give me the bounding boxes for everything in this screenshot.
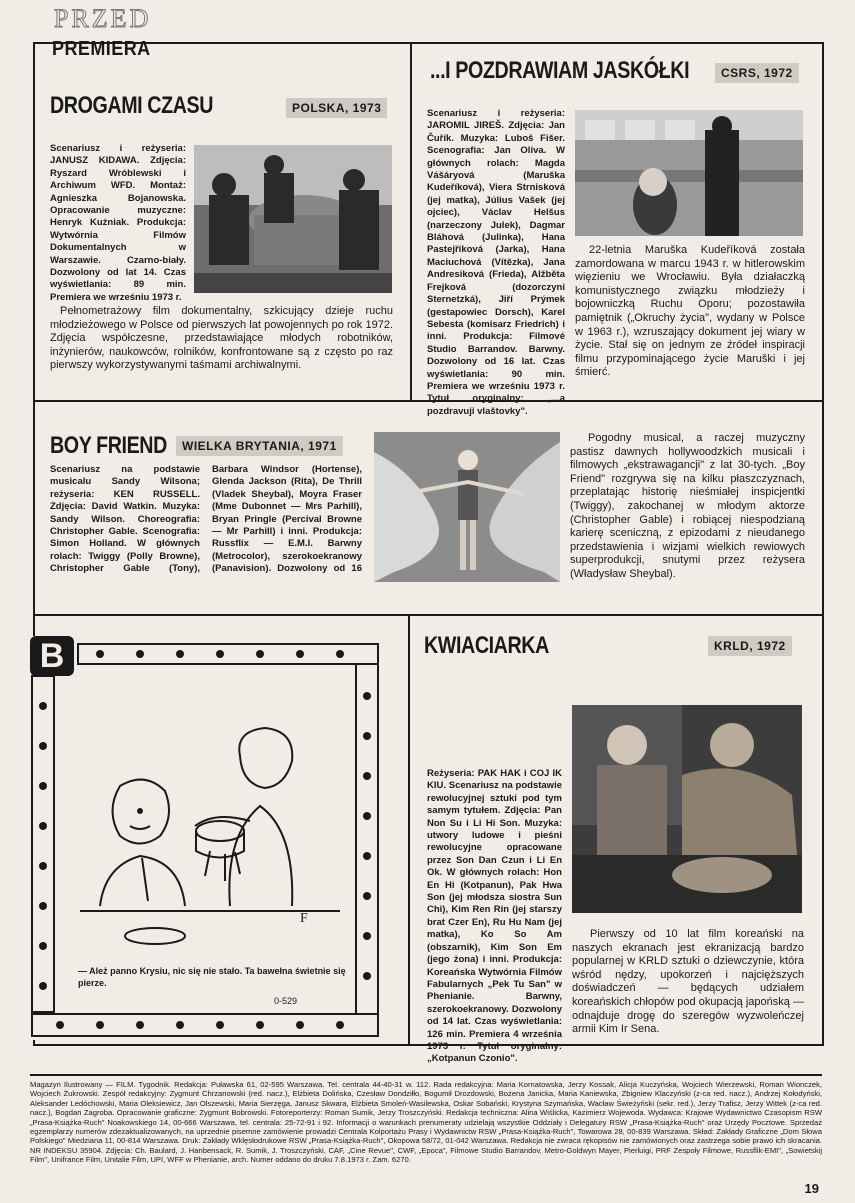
jaskolki-photo xyxy=(575,110,803,236)
header-premiera: PREMIERA xyxy=(52,38,151,60)
cartoon-letter: B xyxy=(30,636,74,676)
colophon-rule xyxy=(30,1074,822,1076)
divider-top-vertical xyxy=(410,42,412,401)
divider-middle-horizontal xyxy=(33,614,822,616)
drogami-photo xyxy=(194,145,392,293)
jaskolki-body: 22-letnia Maruška Kudeříková została zamordowana w marcu 1943 r. w hitlerowskim więzieniu we Wrocławiu. Była działaczką komunistycznego związku młodzieży i bojowniczką Ruchu Oporu; pozostawiła pamiętnik („Okruchy życia", wydany w Polsce w 1963 r.), wzruszający dokument jej wiary w życie. Stał się on jednym ze źródeł inspiracji filmu przypominającego życie Maruški i jej śmierć. xyxy=(575,244,805,379)
boyfriend-body: Pogodny musical, a raczej muzyczny pastisz dawnych hollywoodzkich musicali i filmowych „ekstrawagancji" z lat 30-tych. „Boy Friend" rozgrywa się na kilku płaszczyznach, przeplatając historię nieśmiałej inspicjentki (Twiggy), zakochanej w młodym aktorze (Christopher Gable) i robiącej niespodzianą karierę sceniczną, z epizodami z nieudanego przedstawienia i wizjami wielkich rewiowych superprodukcji, snutymi przez reżysera (Władysław Sheybal). xyxy=(570,432,805,580)
divider-bottom-vertical xyxy=(408,614,410,1044)
drogami-credits: Scenariusz i reżyseria: JANUSZ KIDAWA. Zdjęcia: Ryszard Wróblewski i Archiwum WFD. Montaż: Agnieszka Bojanowska. Opracowanie muzyczne: Henryk Kuźniak. Produkcja: Wytwórnia Filmów Dokumentalnych w Warszawie. Czarno-biały. Dozwolony od lat 14. Czas wyświetlania: 89 min. Premiera we wrześniu 1973 r. xyxy=(50,143,186,303)
drogami-body: Pełnometrażowy film dokumentalny, szkicujący dzieje ruchu młodzieżowego w Polsce od pierwszych lat powojennych po rok 1972. Zdjęcia współczesne, przedstawiające młodych robotników, inżynierów, naukowców, rolników, konfrontowane są z często po raz pierwszy wykorzystywanymi taśmami archiwalnymi. xyxy=(50,305,393,372)
boyfriend-credits: Scenariusz na podstawie musicalu Sandy Wilsona; reżyseria: KEN RUSSELL. Zdjęcia: David Watkin. Muzyka: Sandy Wilson. Choreografia: Christopher Gable. Scenografia: Simon Holland. W głównych rolach: Twiggy (Polly Browne), Christopher Gable (Tony), Barbara Windsor (Hortense), Glenda Jackson (Rita), De Thrill (Vladek Sheybal), Moyra Fraser (Mme Dubonnet — Mrs Parhill), Bryan Pringle (Percival Browne — Mr Parhill) i inni. Produkcja: Russflix — E.M.I. Barwny (Metrocolor), szerokoekranowy (Panavision). Dozwolony od 16 xyxy=(50,464,362,575)
jaskolki-country-tag: CSRS, 1972 xyxy=(715,63,799,83)
boyfriend-country-tag: WIELKA BRYTANIA, 1971 xyxy=(176,436,343,456)
boyfriend-title: BOY FRIEND xyxy=(50,432,167,459)
drogami-country-tag: POLSKA, 1973 xyxy=(286,98,387,118)
jaskolki-title: ...I POZDRAWIAM JASKÓŁKI xyxy=(430,57,690,84)
boyfriend-photo xyxy=(374,432,560,582)
cartoon-code: 0-529 xyxy=(274,996,298,1006)
cartoon-caption: — Ależ panno Krysiu, nic się nie stało. Ta bawełna świetnie się pierze. xyxy=(78,966,346,988)
drogami-title: DROGAMI CZASU xyxy=(50,92,214,119)
jaskolki-credits: Scenariusz i reżyseria: JAROMIL JIREŠ. Zdjęcia: Jan Čuřík. Muzyka: Luboš Fišer. Scenografia: Jan Oliva. W głównych rolach: Magda Vášáryová (Maruška Kudeříková), Viera Strnisková (jej matka), Július Vašek (jej ojciec), Václav Helšus (narzeczony Julek), Dagmar Bláhová (Julinka), Hana Pastejříková (Jarka), Hana Maciuchová (Vítězka), Jana Andresiková (Frieda), Alžběta Frejková (dozorczyni Sternetzká), Jiří Prýmek (gestapowiec Dorsch), Karel Sebesta (komisarz Friedrich) i inni. Produkcja: Filmové Studio Barrandov. Barwny. Dozwolony od 16 lat. Czas wyświetlania: 90 min. Premiera we wrześniu 1973 r. Tytuł oryginalny: „...a pozdravuji vlaštovky". xyxy=(427,108,565,417)
kwiaciarka-photo xyxy=(572,705,802,913)
kwiaciarka-country-tag: KRLD, 1972 xyxy=(708,636,792,656)
header-przed: PRZED xyxy=(54,4,152,33)
page-number: 19 xyxy=(804,1181,819,1196)
svg-text:F: F xyxy=(300,911,308,926)
cartoon-panel xyxy=(30,636,382,1040)
kwiaciarka-title: KWIACIARKA xyxy=(424,632,549,659)
kwiaciarka-credits: Reżyseria: PAK HAK i COJ IK KIU. Scenariusz na podstawie rewolucyjnej sztuki pod tym samym tytułem. Zdjęcia: Pan Non Su i Li Hi Son. Muzyka: utwory ludowe i pieśni rewolucyjne opracowane przez Son Dan Czun i Li En Ok. W głównych rolach: Hon En Hi (Kotpanun), Pak Hwa Son (jej młodsza siostra Sun Chi), Kim Ren Rin (jej starszy brat Czer En), Ru Hu Nam (jej matka), Ko So Am (obszarnik), Kim Son Em (jego żona) i inni. Produkcja: Koreańska Wytwórnia Filmów Fabularnych „Pek Tu San" w Phenianie. Barwny, szerokoekranowy. Dozwolony od 14 lat. Czas wyświetlania: 126 min. Premiera 4 września 1973 r. Tytuł oryginalny: „Kotpanun Czonio". xyxy=(427,768,562,1065)
kwiaciarka-body: Pierwszy od 10 lat film koreański na naszych ekranach jest ekranizacją bardzo popularnej w KRLD sztuki o dziewczynie, która wśród nędzy, upokorzeń i najcięższych doświadczeń — będących udziałem koreańskich chłopów pod okupacją japońską — odnajduje drogę do szeregów wyzwoleńczej armii Kim Ir Sena. xyxy=(572,928,804,1036)
colophon: Magazyn Ilustrowany — FILM. Tygodnik. Redakcja: Puławska 61, 02-595 Warszawa. Tel. centrala 44-40-31 w. 112. Rada redakcyjna: Maria Kornatowska, Jerzy Kossak, Alicja Kuczyńska, Wojciech Wierzewski, Roman Wionczek, Wojciech Żukrowski. Zespół redakcyjny: Zygmunt Chrzanowski (red. nacz.), Elżbieta Dolińska, Czesław Dondziłło, Bogumił Drozdowski, Bożena Janicka, Maria Kaniewska, Zbigniew Klaczyński (z-ca red. nacz.), Andrzej Kołodyński, Aleksander Ledóchowski, Maria Oleksiewicz, Jan Olszewski, Maria Sierzęga, Janusz Skwara, Elżbieta Smoleń-Wasilewska, Oskar Sobański, Krystyna Szymańska, Wacław Świeżyński (sekr. red.), Jerzy Trafisz, Jerzy Wittek (z-ca red. nacz.), Bogdan Zagroba. Opracowanie graficzne: Zygmunt Bobrowski. Fotoreporterzy: Roman Sumik, Jerzy Troszczyński. Redakcja techniczna: Alina Wiślicka, Kazimierz Wojewoda. Wydawca: Krajowe Wydawnictwo Czasopism RSW „Prasa-Książka-Ruch" Noakowskiego 14, 00-666 Warszawa, tel. centrala: 25-72-91 i 92. Informacji o warunkach prenumeraty udzielają wszystkie Oddziały i Delegatury RSW „Prasa-Książka-Ruch" oraz Urzędy Pocztowe. Sprzedaż egzemplarzy numerów zdezaktualizowanych, na uprzednie pisemne zamówienie prowadzi Centrala Kolportażu Prasy i Wydawnictw RSW „Prasa-Książka-Ruch", Towarowa 28, 00-839 Warszawa. Skład: Zakłady Graficzne „Dom Słowa Polskiego" Miedziana 11, 00-814 Warszawa. Druk: Zakłady Wklęsłodrukowe RSW „Prasa-Książka-Ruch", Okopowa 58/72, 01-042 Warszawa. Redakcja nie zwraca rękopisów nie zamówionych oraz zastrzega sobie prawo ich skracania. NR INDEKSU 35904. Zdjęcia: Ch. Baulard, J. Hanbensack, R. Sumik, J. Troszczyński, CAF, „Cine Revue", CWF, „Epoca", Filmowe Studio Barrandov, Metro-Goldwyn Mayer, Pierluigi, PRF Zespoły Filmowe, Russflik-EMI", „Sowietskij Film", Unifrance Film, Unitalie Film, UPI, WFF w Phenianie, arch. Numer oddano do druku 7.8.1973 r. Zam. 6270. xyxy=(30,1080,822,1165)
